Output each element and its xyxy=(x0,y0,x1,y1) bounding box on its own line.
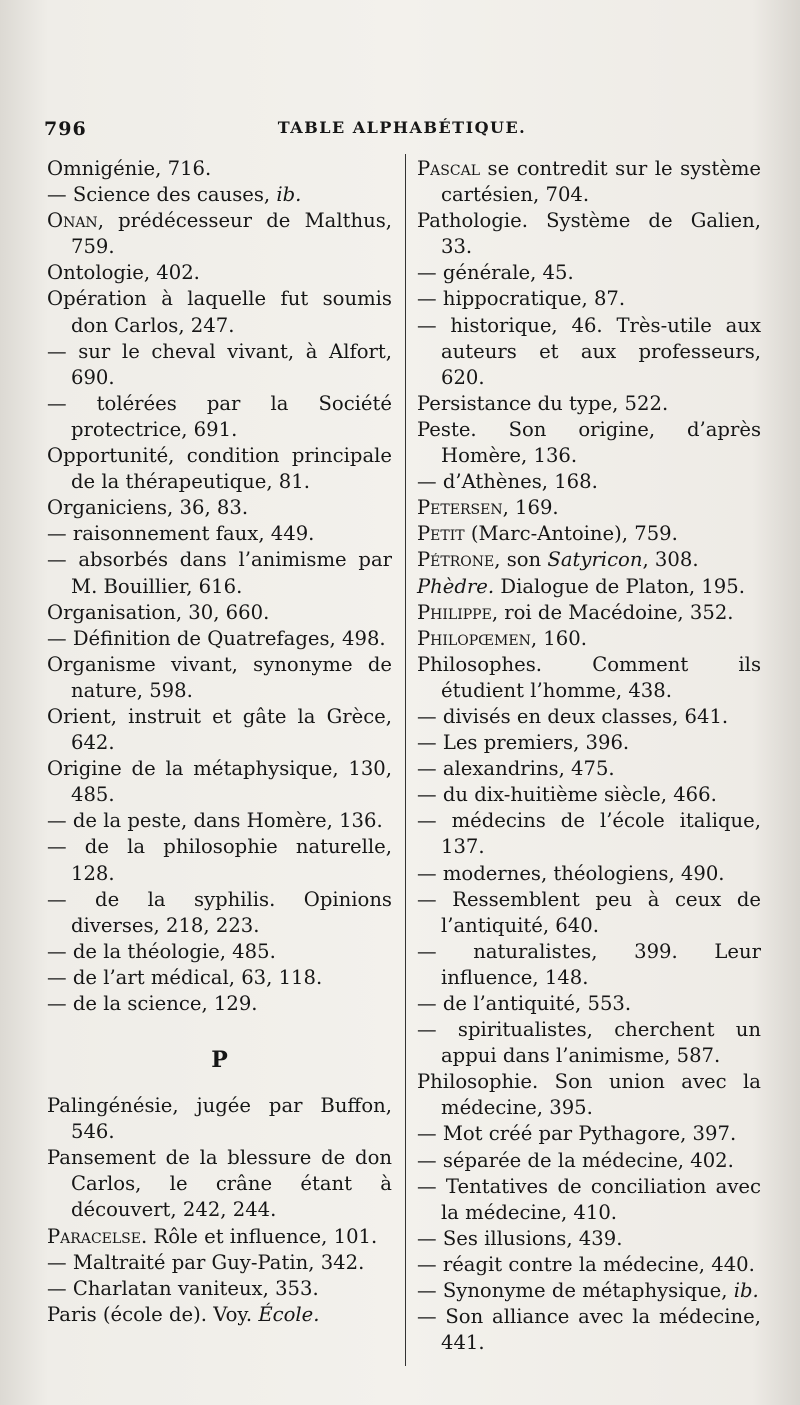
index-entry xyxy=(417,547,761,573)
entry-text: Philosophie. Son union avec la médecine, 395. xyxy=(417,1070,761,1120)
entry-name-smallcaps: Petersen xyxy=(417,496,503,520)
index-entry xyxy=(47,1276,392,1302)
entry-text: — Tentatives de conciliation avec la médecine, 410. xyxy=(417,1174,761,1224)
entry-text: Orient, instruit et gâte la Grèce, 642. xyxy=(47,704,392,755)
index-entry xyxy=(417,1121,761,1147)
page-header xyxy=(44,118,760,148)
index-entry xyxy=(417,939,761,991)
entry-text: , 160. xyxy=(530,626,587,650)
entry-text-after: , 308. xyxy=(642,548,699,572)
entry-text: — de la peste, dans Homère, 136. xyxy=(47,809,383,833)
index-entry xyxy=(417,286,761,312)
index-entry xyxy=(417,469,761,495)
entry-text: Opération à laquelle fut soumis don Carlos, 247. xyxy=(47,287,392,337)
index-entry xyxy=(47,286,392,338)
entry-name-italic: Phèdre. xyxy=(417,574,495,598)
index-entry xyxy=(47,991,392,1017)
entry-text: — Définition de Quatrefages, 498. xyxy=(47,626,386,650)
index-entry xyxy=(47,965,392,991)
entry-text: — naturalistes, 399. Leur influence, 148. xyxy=(417,939,761,989)
entry-name-smallcaps: Pétrone xyxy=(417,548,495,572)
index-entry xyxy=(417,1278,761,1304)
index-entry xyxy=(417,574,761,600)
entry-text: , roi de Macédoine, 352. xyxy=(491,600,734,624)
index-entry xyxy=(47,547,392,599)
index-entry xyxy=(417,1017,761,1069)
entry-text: — de la théologie, 485. xyxy=(47,939,276,963)
entry-text: — sur le cheval vivant, à Alfort, 690. xyxy=(47,339,392,389)
entry-text: — de la philosophie naturelle, 128. xyxy=(47,835,392,885)
index-entry xyxy=(47,182,392,208)
entry-text: Organiciens, 36, 83. xyxy=(47,496,249,520)
index-entry xyxy=(47,443,392,495)
entry-text: — de l’antiquité, 553. xyxy=(417,992,632,1015)
running-title: TABLE ALPHABÉTIQUE. xyxy=(277,118,527,137)
entry-text: , prédécesseur de Malthus, 759. xyxy=(71,209,392,259)
index-entry xyxy=(47,756,392,808)
entry-text: — du dix-huitième siècle, 466. xyxy=(417,783,717,807)
index-entry xyxy=(417,391,761,417)
entry-text: — Science des causes, xyxy=(47,183,277,207)
entry-text: — Ses illusions, 439. xyxy=(417,1226,623,1250)
entry-text: Palingénésie, jugée par Buffon, 546. xyxy=(47,1094,392,1144)
index-entry xyxy=(47,1302,392,1328)
index-entry xyxy=(417,887,761,939)
entry-name-smallcaps: Onan xyxy=(47,209,98,233)
entry-italic: ib. xyxy=(733,1279,759,1303)
index-entry xyxy=(417,1226,761,1252)
index-entry xyxy=(47,939,392,965)
entry-text: — alexandrins, 475. xyxy=(417,757,615,781)
index-entry xyxy=(417,652,761,704)
index-entry xyxy=(47,208,392,260)
index-entry xyxy=(417,1174,761,1226)
entry-text: — médecins de l’école italique, 137. xyxy=(417,809,761,859)
left-column xyxy=(47,156,392,1328)
index-entry xyxy=(47,495,392,521)
entry-text: Ontologie, 402. xyxy=(47,261,200,285)
index-entry xyxy=(47,834,392,886)
page-number: 796 xyxy=(44,118,87,140)
entry-text: — réagit contre la médecine, 440. xyxy=(417,1252,755,1276)
entry-text: , son xyxy=(494,548,548,572)
index-entry xyxy=(47,521,392,547)
index-entry xyxy=(417,156,761,208)
index-entry xyxy=(47,391,392,443)
index-entry xyxy=(47,704,392,756)
entry-name-smallcaps: Pascal xyxy=(417,157,481,180)
entry-text: Peste. Son origine, d’après Homère, 136. xyxy=(417,417,761,468)
index-entry xyxy=(47,260,392,286)
index-entry xyxy=(417,704,761,730)
index-entry xyxy=(417,1148,761,1174)
entry-text: — Son alliance avec la médecine, 441. xyxy=(417,1305,761,1355)
entry-text: — absorbés dans l’animisme par M. Bouillier, 616. xyxy=(47,548,392,598)
index-entry xyxy=(417,1304,761,1356)
entries-right xyxy=(417,156,761,1356)
index-entry xyxy=(417,782,761,808)
index-entry xyxy=(47,887,392,939)
entry-italic: Satyricon xyxy=(547,548,643,572)
index-entry xyxy=(417,1252,761,1278)
index-entry xyxy=(417,417,761,469)
index-entry xyxy=(47,1250,392,1276)
entry-text: — Ressemblent peu à ceux de l’antiquité, 640. xyxy=(417,887,761,937)
entry-text: — modernes, théologiens, 490. xyxy=(417,861,725,885)
entry-text: Organisme vivant, synonyme de nature, 598. xyxy=(47,652,392,702)
index-entry xyxy=(417,260,761,286)
index-entry xyxy=(47,156,392,182)
entry-text: — Synonyme de métaphysique, xyxy=(417,1279,734,1303)
index-entry xyxy=(47,1145,392,1223)
entry-text: — spiritualistes, cherchent un appui dans l’animisme, 587. xyxy=(417,1018,761,1068)
index-entry xyxy=(417,1069,761,1121)
entry-text: Philosophes. Comment ils étudient l’homme, 438. xyxy=(417,652,761,702)
index-entry xyxy=(47,626,392,652)
entry-text: — séparée de la médecine, 402. xyxy=(417,1148,734,1172)
index-entry xyxy=(47,600,392,626)
index-entry xyxy=(47,808,392,834)
entry-name-smallcaps: Philippe xyxy=(417,600,492,624)
index-entry xyxy=(47,1093,392,1145)
entry-text: Paris (école de). Voy. xyxy=(47,1302,259,1326)
entry-italic: ib. xyxy=(276,183,302,207)
entry-text: — Maltraité par Guy-Patin, 342. xyxy=(47,1250,365,1274)
section-letter-p: P xyxy=(211,1047,228,1074)
index-entry xyxy=(417,495,761,521)
entry-text: Persistance du type, 522. xyxy=(417,391,669,415)
entry-text: (Marc-Antoine), 759. xyxy=(464,522,678,546)
entry-name-smallcaps: Philopœmen xyxy=(417,626,531,650)
entry-italic: École. xyxy=(258,1302,320,1326)
index-entry xyxy=(417,991,761,1017)
entry-text: — générale, 45. xyxy=(417,261,574,285)
index-entry xyxy=(417,808,761,860)
index-entry xyxy=(47,1224,392,1250)
entry-text: — de la science, 129. xyxy=(47,992,258,1015)
entry-text: — de la syphilis. Opinions diverses, 218, 223. xyxy=(47,887,392,937)
entry-text: — tolérées par la Société protectrice, 691. xyxy=(47,391,392,441)
index-entry xyxy=(47,339,392,391)
entry-text: — historique, 46. Très-utile aux auteurs et aux professeurs, 620. xyxy=(417,313,761,389)
entry-text: — Les premiers, 396. xyxy=(417,731,630,755)
entry-text: se contredit sur le système cartésien, 704. xyxy=(441,157,761,207)
entry-name-smallcaps: Paracelse xyxy=(47,1224,141,1248)
entry-text: — Charlatan vaniteux, 353. xyxy=(47,1276,319,1300)
index-entry xyxy=(417,313,761,391)
entry-text: — d’Athènes, 168. xyxy=(417,470,598,494)
entry-text: — de l’art médical, 63, 118. xyxy=(47,965,323,989)
entries-p xyxy=(47,1093,392,1328)
entry-text: — hippocratique, 87. xyxy=(417,287,626,311)
right-column xyxy=(417,156,761,1356)
entry-text: — divisés en deux classes, 641. xyxy=(417,704,729,728)
index-entry xyxy=(417,600,761,626)
entry-text: Omnigénie, 716. xyxy=(47,157,212,180)
column-divider xyxy=(405,154,406,1366)
entry-text: Origine de la métaphysique, 130, 485. xyxy=(47,757,392,807)
index-entry xyxy=(417,756,761,782)
entry-text: — Mot créé par Pythagore, 397. xyxy=(417,1122,737,1146)
entry-text: Opportunité, condition principale de la thérapeutique, 81. xyxy=(47,444,392,494)
entry-text: — raisonnement faux, 449. xyxy=(47,522,315,546)
index-entry xyxy=(417,626,761,652)
entry-text: Pansement de la blessure de don Carlos, le crâne étant à découvert, 242, 244. xyxy=(47,1146,392,1222)
index-entry xyxy=(417,521,761,547)
entry-name-smallcaps: Petit xyxy=(417,522,465,546)
entry-text: , 169. xyxy=(502,496,559,520)
index-entry xyxy=(417,208,761,260)
index-entry xyxy=(47,652,392,704)
entry-text: . Rôle et influence, 101. xyxy=(141,1224,378,1248)
entries-o xyxy=(47,156,392,1017)
entry-text: Dialogue de Platon, 195. xyxy=(494,574,745,598)
index-entry xyxy=(417,861,761,887)
index-entry xyxy=(417,730,761,756)
entry-text: Pathologie. Système de Galien, 33. xyxy=(417,209,761,259)
entry-text: Organisation, 30, 660. xyxy=(47,600,270,624)
